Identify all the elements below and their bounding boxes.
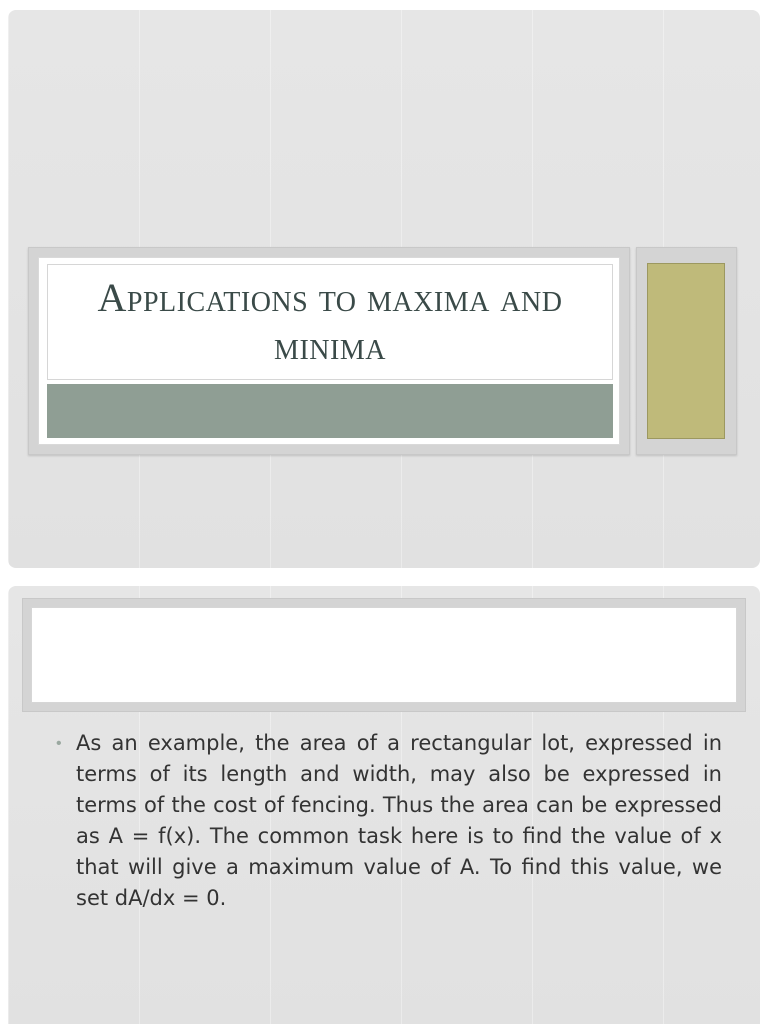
title-card (38, 257, 620, 445)
heading-frame (22, 598, 746, 712)
title-band (47, 384, 613, 438)
title-text-area (47, 264, 613, 380)
content-slide (8, 586, 760, 1024)
title-frame (28, 247, 630, 455)
bullet-text: As an example, the area of a rectangular lot, expressed in terms of its length and width, may also be expressed in terms of the cost of fencing. Thus the area can be expressed as A = f(x). The common task here is to find the value of x that will give a maximum value of A. To find this value, we set dA/dx = 0. (76, 731, 722, 910)
accent-block (647, 263, 725, 439)
slide-title: Applications to maxima and minima (97, 275, 563, 368)
list-item (56, 728, 722, 914)
accent-frame (636, 247, 737, 455)
title-slide (8, 10, 760, 568)
heading-box (31, 607, 737, 703)
content-body (56, 728, 722, 914)
bullet-icon: • (56, 735, 62, 752)
